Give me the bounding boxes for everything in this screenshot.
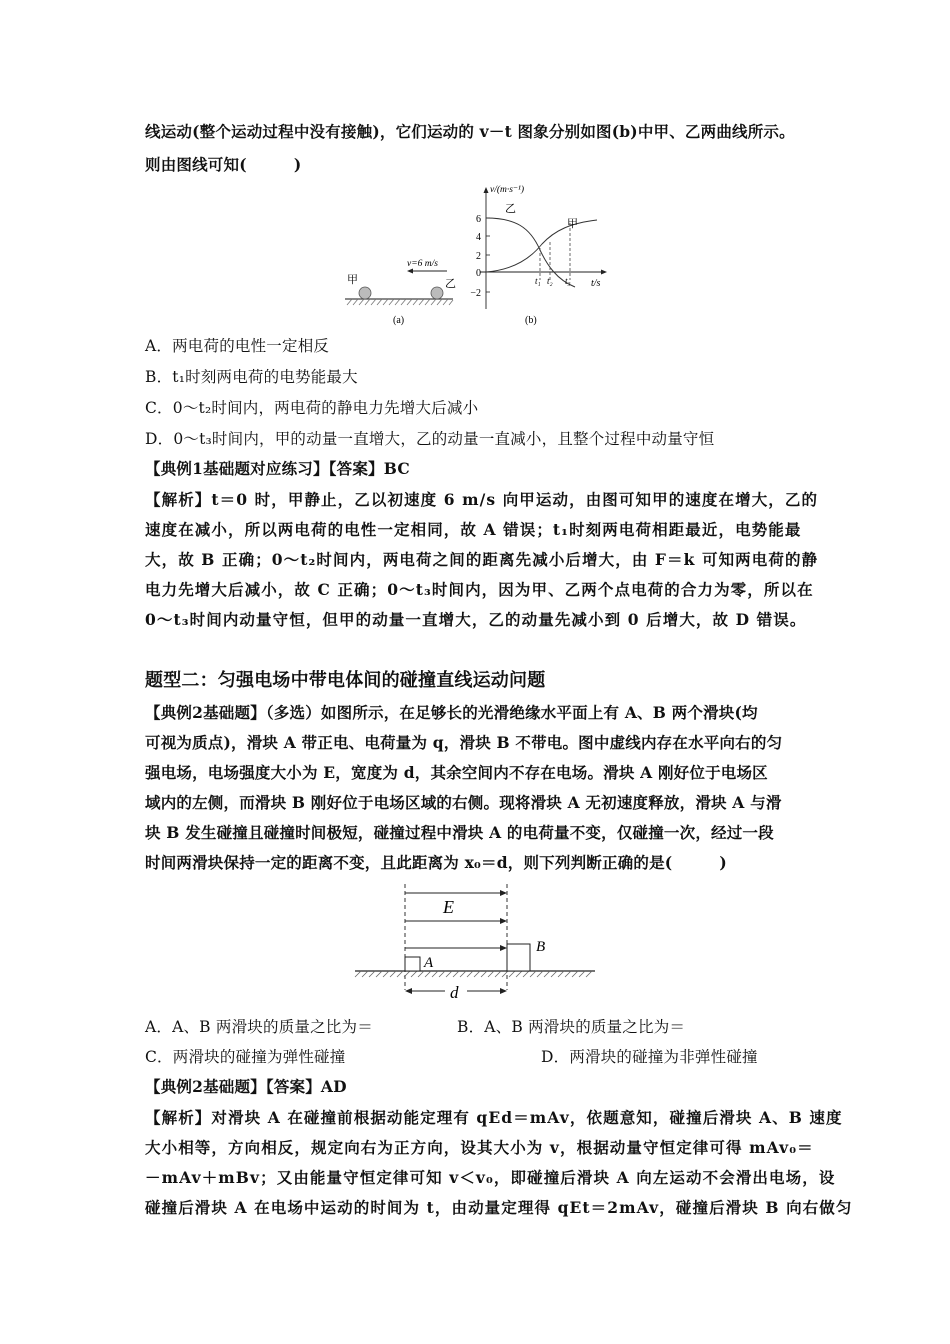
v-axis-label: v/(m·s⁻¹) [490,185,524,195]
ball-yi [431,287,443,299]
curve-jia [486,220,597,272]
problem2-analysis-2: 大小相等，方向相反，规定向右为正方向，设其大小为 v，根据动量守恒定律可得 mAv₀＝ [145,1138,814,1157]
problem2-option-b: B．A、B 两滑块的质量之比为＝ [457,1018,686,1036]
problem1-analysis-2: 速度在减小，所以两电荷的电性一定相同，故 A 错误；t₁时刻两电荷相距最近，电势能最 [145,520,802,539]
problem1-analysis-5: 0～t₃时间内动量守恒，但甲的动量一直增大，乙的动量先减小到 0 后增大，故 D 错误。 [145,610,807,629]
block-A-label: A [424,955,434,971]
block-A [405,957,420,971]
xtick-t1: t₁ [535,276,541,286]
problem2-line-6: 时间两滑块保持一定的距离不变，且此距离为 x₀＝d，则下列判断正确的是( ) [145,853,727,872]
curve-yi-label: 乙 [505,203,516,215]
ytick-2: 2 [476,251,481,262]
problem2-answer: 【典例2基础题】【答案】AD [145,1077,347,1096]
velocity-label: v=6 m/s [407,259,438,269]
ytick-neg2: −2 [470,288,481,299]
caption-b: (b) [525,315,537,326]
problem2-analysis-1: 【解析】对滑块 A 在碰撞前根据动能定理有 qEd＝mAv，依题意知，碰撞后滑块 A、B 速度 [145,1108,843,1127]
problem1-option-d: D．0～t₃时间内，甲的动量一直增大，乙的动量一直减小，且整个过程中动量守恒 [145,430,715,448]
problem2-line-4: 域内的左侧，而滑块 B 刚好位于电场区域的右侧。现将滑块 A 无初速度释放，滑块 A 与滑 [145,793,782,812]
problem1-analysis-3: 大，故 B 正确；0～t₂时间内，两电荷之间的距离先减小后增大，由 F＝k 可知两电荷的静 [145,550,819,569]
problem2-option-d: D．两滑块的碰撞为非弹性碰撞 [541,1048,758,1066]
problem2-option-a: A．A、B 两滑块的质量之比为＝ [145,1018,373,1036]
caption-a: (a) [393,315,405,326]
problem1-option-a: A．两电荷的电性一定相反 [145,337,330,355]
problem1-analysis-1: 【解析】t＝0 时，甲静止，乙以初速度 6 m/s 向甲运动，由图可知甲的速度在增大，乙的 [145,490,819,509]
problem1-figure [335,182,625,327]
ball-jia [359,287,371,299]
field-E-label: E [443,897,454,917]
problem1-line-1: 线运动(整个运动过程中没有接触)，它们运动的 v－t 图象分别如图(b)中甲、乙两曲线所示。 [145,122,795,141]
problem2-line-1: 【典例2基础题】（多选）如图所示，在足够长的光滑绝缘水平面上有 A、B 两个滑块(均 [145,703,758,722]
curve-yi [486,218,575,287]
velocity-arrowhead [407,269,413,274]
block-B [507,944,530,971]
problem2-line-3: 强电场，电场强度大小为 E，宽度为 d，其余空间内不存在电场。滑块 A 刚好位于电场区 [145,763,768,782]
problem2-analysis-4: 碰撞后滑块 A 在电场中运动的时间为 t，由动量定理得 qEt＝2mAv，碰撞后滑块 B 向右做匀 [145,1198,853,1217]
problem2-analysis-3: －mAv＋mBv；又由能量守恒定律可知 v＜v₀，即碰撞后滑块 A 向左运动不会滑出电场，设 [145,1168,836,1187]
problem2-figure [350,880,600,1005]
problem2-option-c: C．两滑块的碰撞为弹性碰撞 [145,1048,346,1066]
xtick-t3: t₃ [565,276,571,286]
ytick-4: 4 [476,232,481,243]
problem1-analysis-4: 电力先增大后减小，故 C 正确；0～t₃时间内，因为甲、乙两个点电荷的合力为零，所以在 [145,580,814,599]
problem2-line-2: 可视为质点)，滑块 A 带正电、电荷量为 q，滑块 B 不带电。图中虚线内存在水平向右的匀 [145,733,783,752]
xtick-t2: t₂ [547,276,553,286]
d-label: d [450,983,459,1002]
problem1-line-2: 则由图线可知( ) [145,155,302,174]
t-axis-label: t/s [591,278,601,289]
problem2-line-5: 块 B 发生碰撞且碰撞时间极短，碰撞过程中滑块 A 的电荷量不变，仅碰撞一次，经过一段 [145,823,774,842]
problem1-answer: 【典例1基础题对应练习】【答案】BC [145,459,410,478]
block-B-label: B [536,939,546,955]
ytick-0: 0 [476,268,481,279]
label-jia: 甲 [347,274,358,286]
curve-jia-label: 甲 [567,218,578,230]
ytick-6: 6 [476,214,481,225]
problem1-option-b: B．t₁时刻两电荷的电势能最大 [145,368,358,386]
section2-heading: 题型二：匀强电场中带电体间的碰撞直线运动问题 [145,670,546,691]
problem1-option-c: C．0～t₂时间内，两电荷的静电力先增大后减小 [145,399,479,417]
label-yi: 乙 [445,278,456,290]
